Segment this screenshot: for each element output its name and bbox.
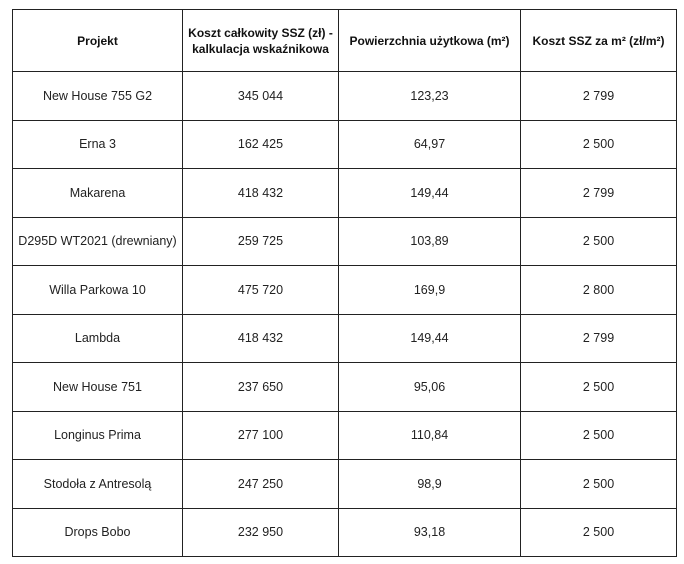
cell-project: Erna 3 xyxy=(13,120,183,169)
cell-usable-area: 149,44 xyxy=(339,169,521,218)
cell-project: Stodoła z Antresolą xyxy=(13,460,183,509)
cost-table xyxy=(12,9,677,557)
cell-cost-per-m2: 2 799 xyxy=(521,72,677,121)
cell-project: Willa Parkowa 10 xyxy=(13,266,183,315)
cell-total-cost: 418 432 xyxy=(183,169,339,218)
cell-usable-area: 103,89 xyxy=(339,217,521,266)
cell-total-cost: 162 425 xyxy=(183,120,339,169)
header-cost-per-m2: Koszt SSZ za m² (zł/m²) xyxy=(521,10,677,72)
header-total-cost: Koszt całkowity SSZ (zł) - kalkulacja wskaźnikowa xyxy=(183,10,339,72)
cell-project: New House 751 xyxy=(13,363,183,412)
cell-usable-area: 64,97 xyxy=(339,120,521,169)
cell-project: Lambda xyxy=(13,314,183,363)
table-row xyxy=(13,314,677,363)
cell-usable-area: 95,06 xyxy=(339,363,521,412)
table-row xyxy=(13,460,677,509)
cell-total-cost: 345 044 xyxy=(183,72,339,121)
table-row xyxy=(13,363,677,412)
cell-cost-per-m2: 2 799 xyxy=(521,169,677,218)
cell-usable-area: 110,84 xyxy=(339,411,521,460)
cell-total-cost: 232 950 xyxy=(183,508,339,557)
cell-cost-per-m2: 2 799 xyxy=(521,314,677,363)
table-row xyxy=(13,120,677,169)
cell-cost-per-m2: 2 500 xyxy=(521,460,677,509)
cell-usable-area: 123,23 xyxy=(339,72,521,121)
table-row xyxy=(13,411,677,460)
table-row xyxy=(13,508,677,557)
cost-table-container xyxy=(12,9,676,557)
cell-cost-per-m2: 2 500 xyxy=(521,508,677,557)
cell-cost-per-m2: 2 800 xyxy=(521,266,677,315)
cell-usable-area: 149,44 xyxy=(339,314,521,363)
cell-cost-per-m2: 2 500 xyxy=(521,411,677,460)
cell-project: Drops Bobo xyxy=(13,508,183,557)
cell-project: Longinus Prima xyxy=(13,411,183,460)
table-header-row xyxy=(13,10,677,72)
cell-total-cost: 475 720 xyxy=(183,266,339,315)
cell-total-cost: 259 725 xyxy=(183,217,339,266)
cell-cost-per-m2: 2 500 xyxy=(521,120,677,169)
table-row xyxy=(13,169,677,218)
cell-cost-per-m2: 2 500 xyxy=(521,217,677,266)
table-row xyxy=(13,217,677,266)
cell-usable-area: 169,9 xyxy=(339,266,521,315)
table-row xyxy=(13,266,677,315)
table-row xyxy=(13,72,677,121)
cell-project: Makarena xyxy=(13,169,183,218)
cell-project: New House 755 G2 xyxy=(13,72,183,121)
cell-usable-area: 93,18 xyxy=(339,508,521,557)
cell-cost-per-m2: 2 500 xyxy=(521,363,677,412)
cell-usable-area: 98,9 xyxy=(339,460,521,509)
cell-total-cost: 418 432 xyxy=(183,314,339,363)
header-usable-area: Powierzchnia użytkowa (m²) xyxy=(339,10,521,72)
cell-project: D295D WT2021 (drewniany) xyxy=(13,217,183,266)
cell-total-cost: 247 250 xyxy=(183,460,339,509)
header-project: Projekt xyxy=(13,10,183,72)
cell-total-cost: 237 650 xyxy=(183,363,339,412)
cell-total-cost: 277 100 xyxy=(183,411,339,460)
